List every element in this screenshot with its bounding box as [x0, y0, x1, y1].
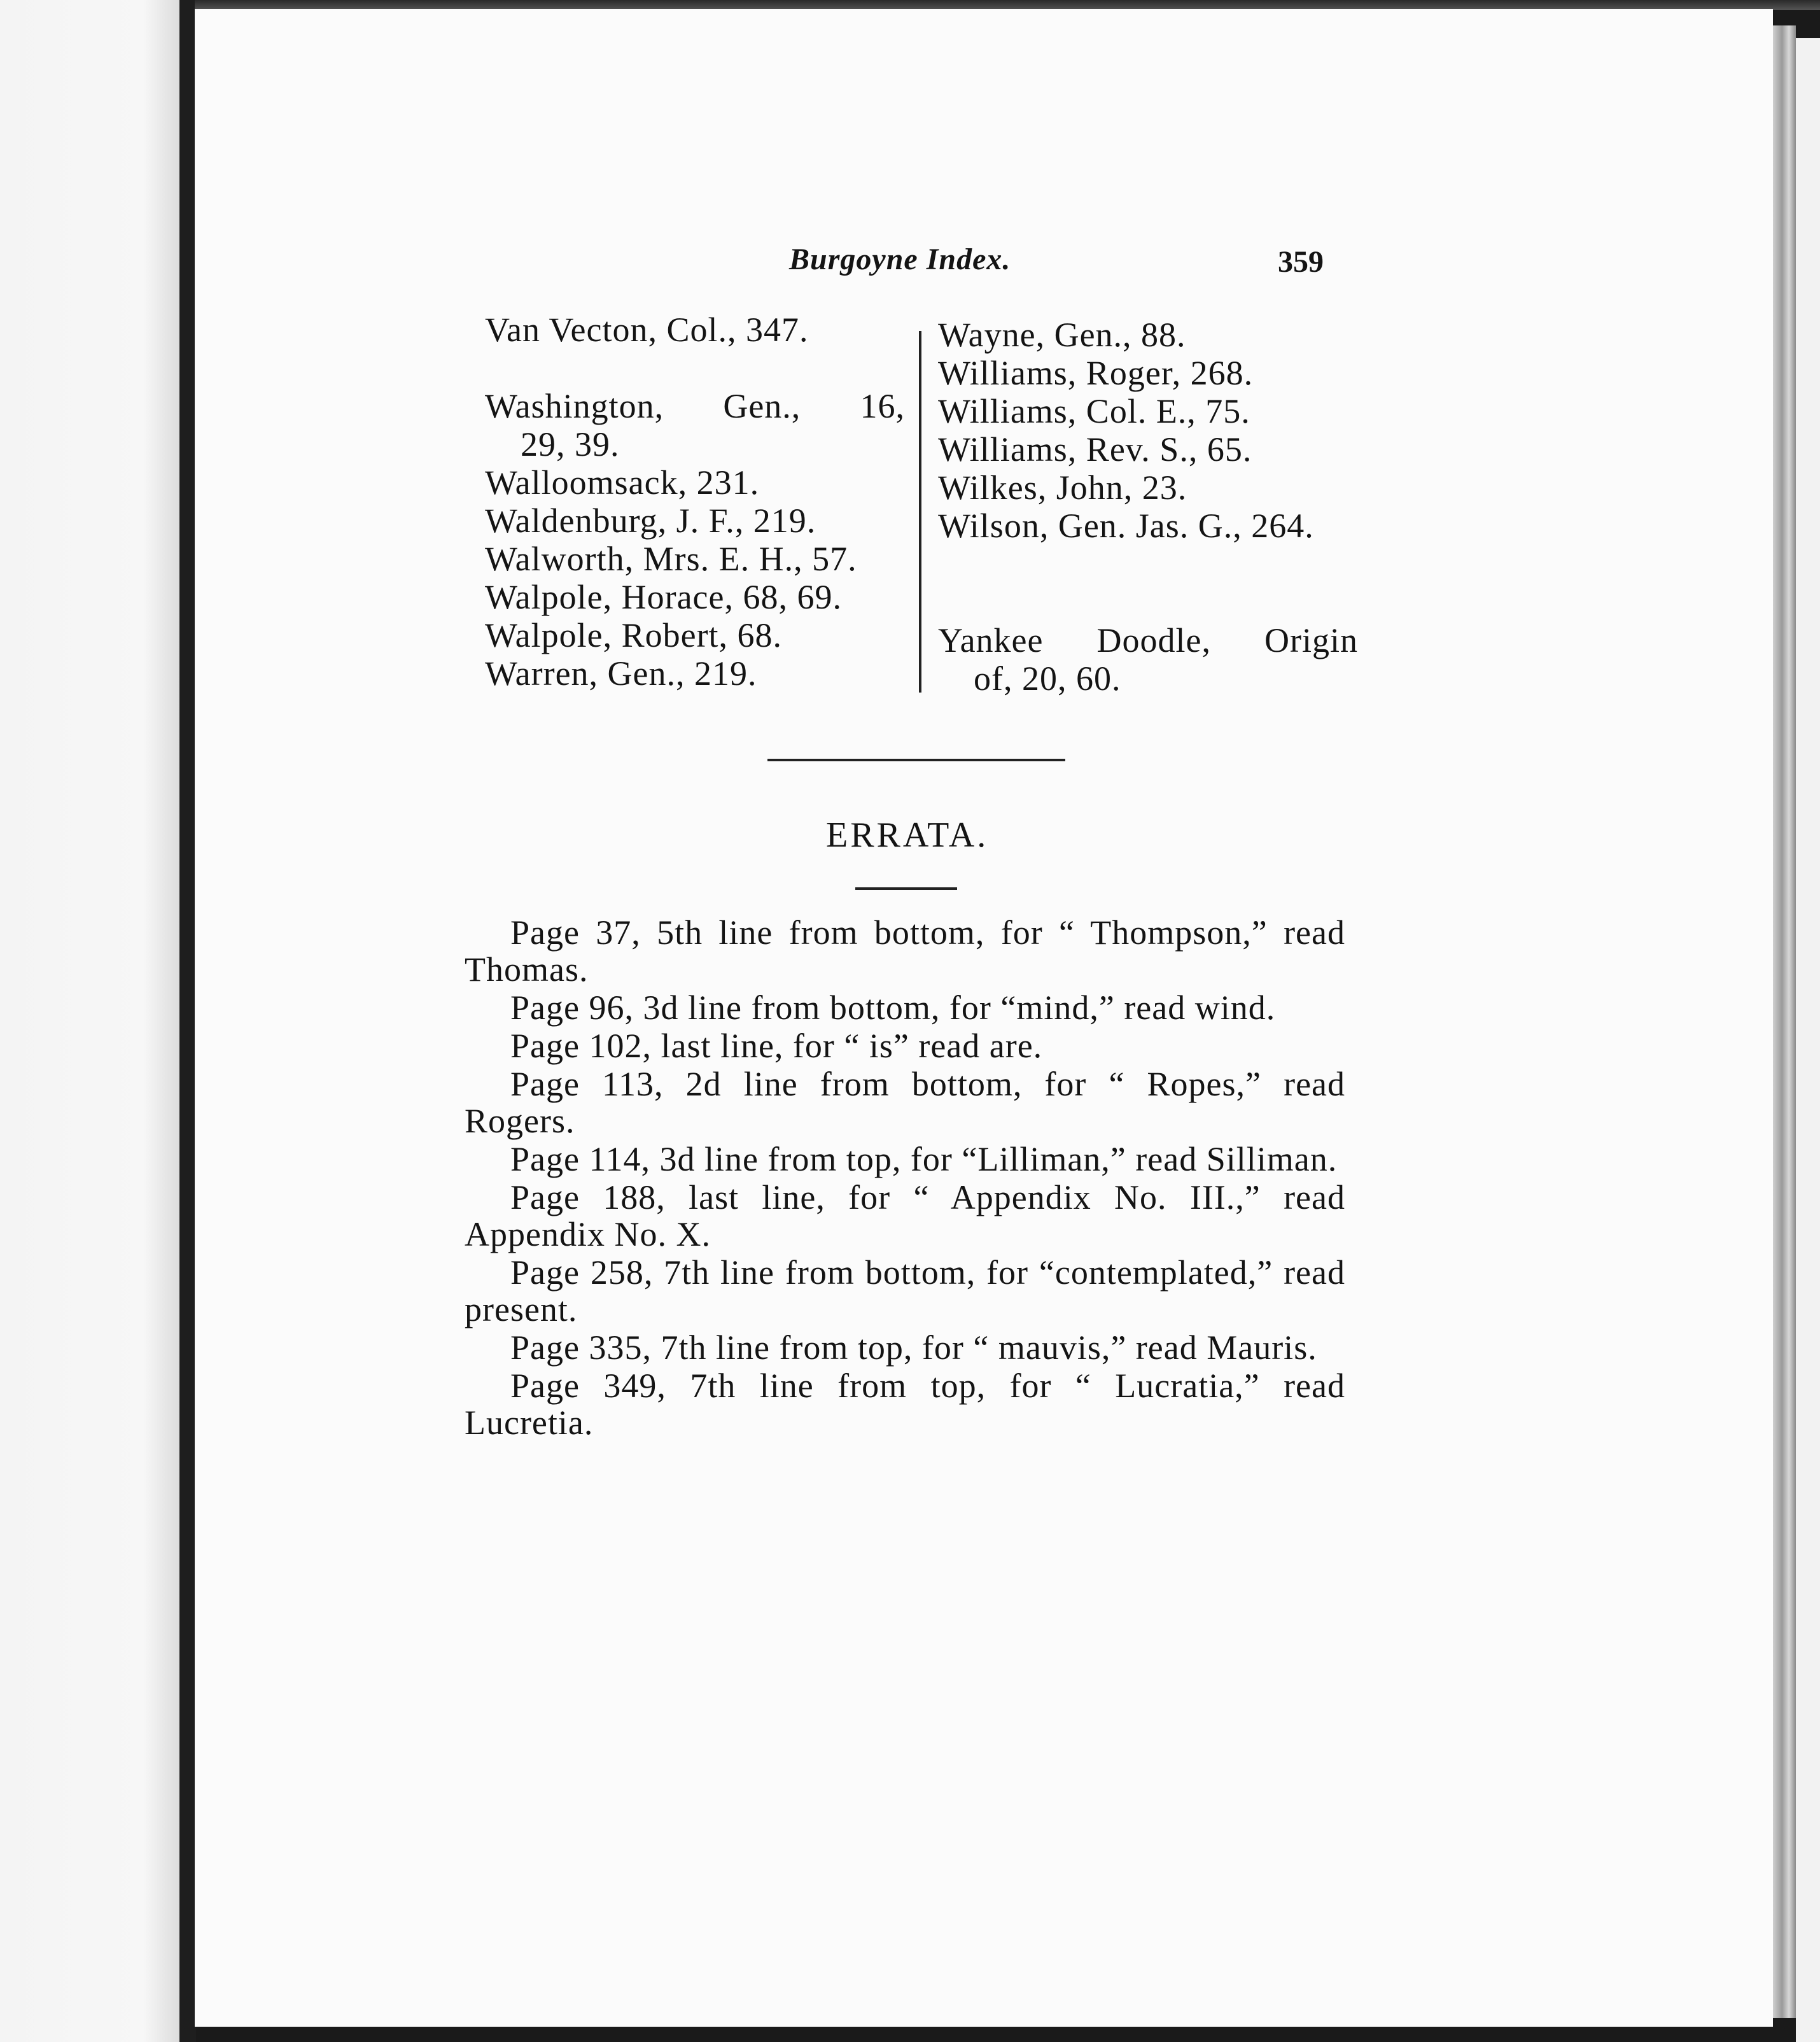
- index-entry: Wilkes, John, 23.: [938, 468, 1187, 507]
- erratum-item: Page 258, 7th line from bottom, for “contemplated,” read present.: [465, 1253, 1345, 1328]
- index-entry: Waldenburg, J. F., 219.: [485, 502, 816, 540]
- index-entry: Walloomsack, 231.: [485, 463, 760, 502]
- index-entry: Walworth, Mrs. E. H., 57.: [485, 540, 857, 578]
- index-entry: Walpole, Robert, 68.: [485, 616, 783, 654]
- errata-list: [465, 914, 1345, 1442]
- running-head: Burgoyne Index.: [789, 243, 1011, 276]
- page-fore-edge: [1773, 25, 1796, 2018]
- index-entry: Washington, Gen., 16,: [485, 387, 905, 425]
- index-entry: Wilson, Gen. Jas. G., 264.: [938, 507, 1314, 545]
- erratum-item: Page 37, 5th line from bottom, for “ Thompson,” read Thomas.: [465, 913, 1345, 989]
- index-entry: Williams, Col. E., 75.: [938, 392, 1250, 430]
- index-entry: Wayne, Gen., 88.: [938, 316, 1186, 354]
- erratum-item: Page 113, 2d line from bottom, for “ Ropes,” read Rogers.: [465, 1065, 1345, 1140]
- erratum-item: Page 188, last line, for “ Appendix No. III.,” read Appendix No. X.: [465, 1178, 1345, 1253]
- page-number: 359: [1278, 245, 1324, 279]
- scan-background: [1796, 38, 1820, 2042]
- index-right-column: [938, 316, 1358, 698]
- index-gap: [938, 583, 1358, 621]
- index-entry-continuation: of, 20, 60.: [974, 659, 1121, 698]
- erratum-item: Page 114, 3d line from top, for “Lilliman,” read Silliman.: [510, 1140, 1338, 1178]
- erratum-item: Page 96, 3d line from bottom, for “mind,” read wind.: [510, 989, 1276, 1027]
- erratum-item: Page 102, last line, for “ is” read are.: [510, 1027, 1043, 1065]
- index-entry: Warren, Gen., 219.: [485, 654, 757, 693]
- index-gap: [938, 545, 1358, 583]
- erratum-item: Page 349, 7th line from top, for “ Lucratia,” read Lucretia.: [465, 1367, 1345, 1442]
- column-rule: [919, 331, 921, 693]
- index-entry: Williams, Rev. S., 65.: [938, 430, 1252, 468]
- adjacent-page: [0, 0, 179, 2042]
- index-entry: Yankee Doodle, Origin: [938, 621, 1358, 659]
- errata-title-rule: [855, 887, 957, 890]
- index-entry: Williams, Roger, 268.: [938, 354, 1254, 392]
- index-entry: Walpole, Horace, 68, 69.: [485, 578, 842, 616]
- index-gap: [485, 349, 905, 387]
- section-divider: [767, 759, 1065, 761]
- book-gutter: [179, 0, 196, 2042]
- index-left-column: [485, 311, 905, 693]
- errata-title: ERRATA.: [826, 815, 989, 855]
- index-entry-continuation: 29, 39.: [521, 425, 620, 463]
- index-entry: Van Vecton, Col., 347.: [485, 311, 809, 349]
- erratum-item: Page 335, 7th line from top, for “ mauvis,” read Mauris.: [510, 1328, 1317, 1367]
